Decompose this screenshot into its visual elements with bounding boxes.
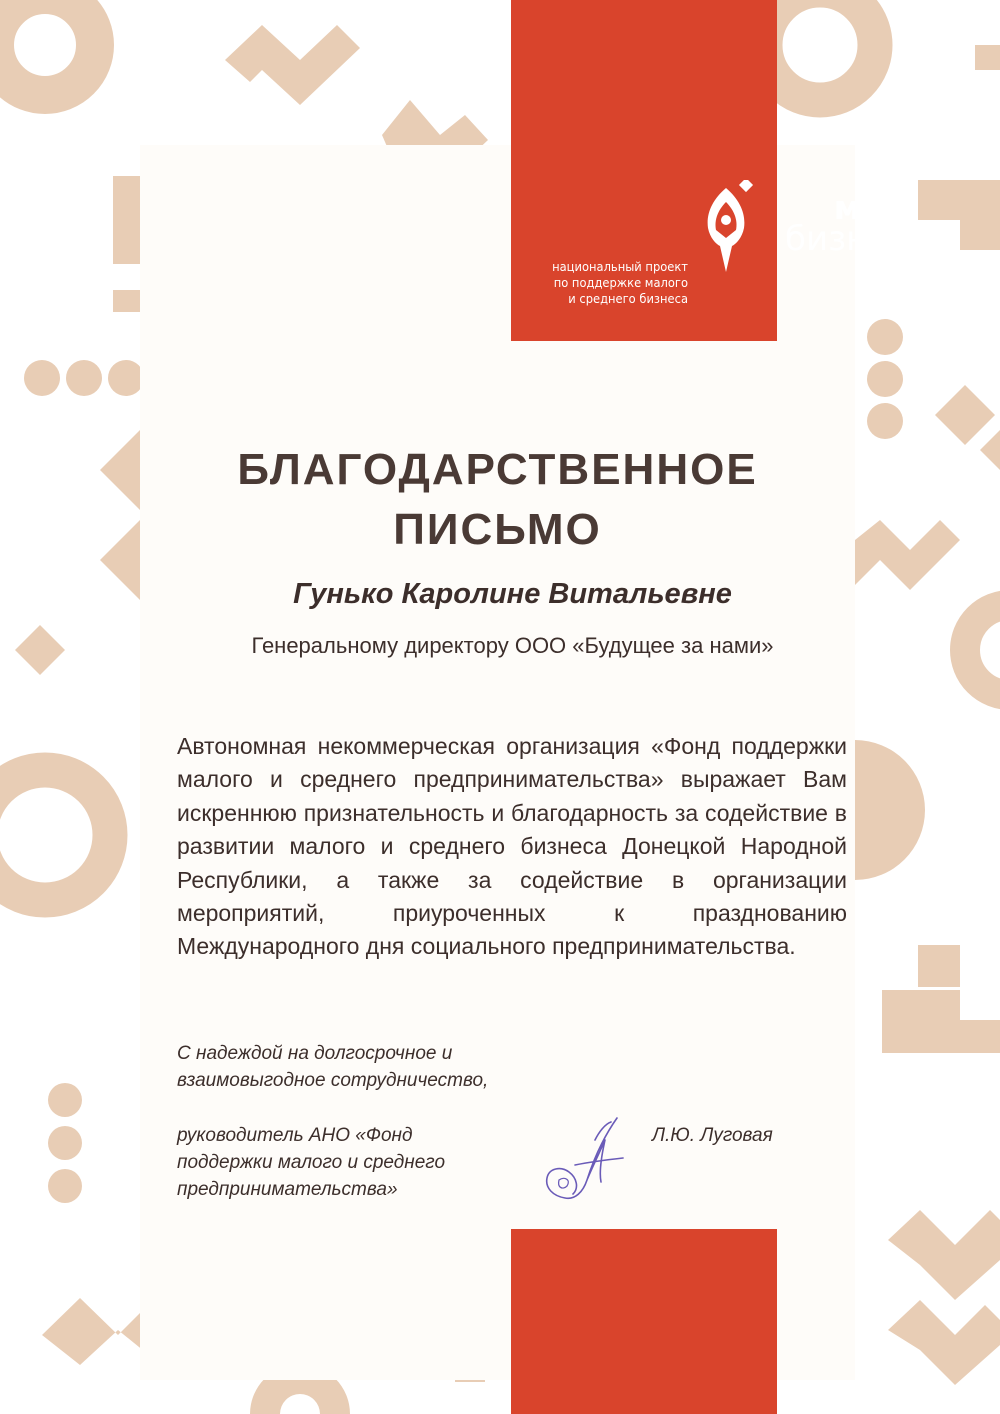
- handwritten-signature: [535, 1110, 635, 1205]
- signer-title-line2: поддержки малого и среднего: [177, 1152, 446, 1173]
- signer-name: Л.Ю. Луговая: [652, 1125, 773, 1146]
- logo-line2: бизнес: [785, 219, 908, 259]
- rocket-location-icon: [700, 180, 756, 272]
- signer-title-line3: предпринимательства»: [177, 1179, 398, 1200]
- title-line1: БЛАГОДАРСТВЕННОЕ: [237, 445, 758, 494]
- logo-subtitle-line1: национальный проект: [552, 259, 688, 274]
- decorative-red-block: [511, 1229, 777, 1414]
- signer-title-line1: руководитель АНО «Фонд: [177, 1125, 413, 1146]
- logo-wordmark: [785, 188, 908, 259]
- closing-phrase: [177, 1040, 597, 1094]
- logo-subtitle: [550, 259, 688, 307]
- recipient-name: Гунько Каролине Витальевне: [293, 578, 732, 610]
- logo-line1: мой: [833, 188, 908, 227]
- letter-body: Автономная некоммерческая организация «Фонд поддержки малого и среднего предпринимательства» выражает Вам искреннюю признательность и благодарность за содействие в развитии малого и среднего бизнеса Донецкой Народной Республики, а также за содействие в организации мероприятий, приуроченных к празднованию Международного дня социального предпринимательства.: [177, 733, 847, 960]
- logo-subtitle-line3: и среднего бизнеса: [568, 291, 688, 306]
- closing-line1: С надеждой на долгосрочное и: [177, 1043, 453, 1064]
- document-title: [140, 440, 855, 560]
- logo-subtitle-line2: по поддержке малого: [553, 275, 688, 290]
- recipient-position: Генеральному директору ООО «Будущее за нами»: [251, 633, 774, 658]
- title-line2: ПИСЬМО: [393, 505, 602, 554]
- closing-line2: взаимовыгодное сотрудничество,: [177, 1070, 489, 1091]
- signer-title: [177, 1122, 537, 1203]
